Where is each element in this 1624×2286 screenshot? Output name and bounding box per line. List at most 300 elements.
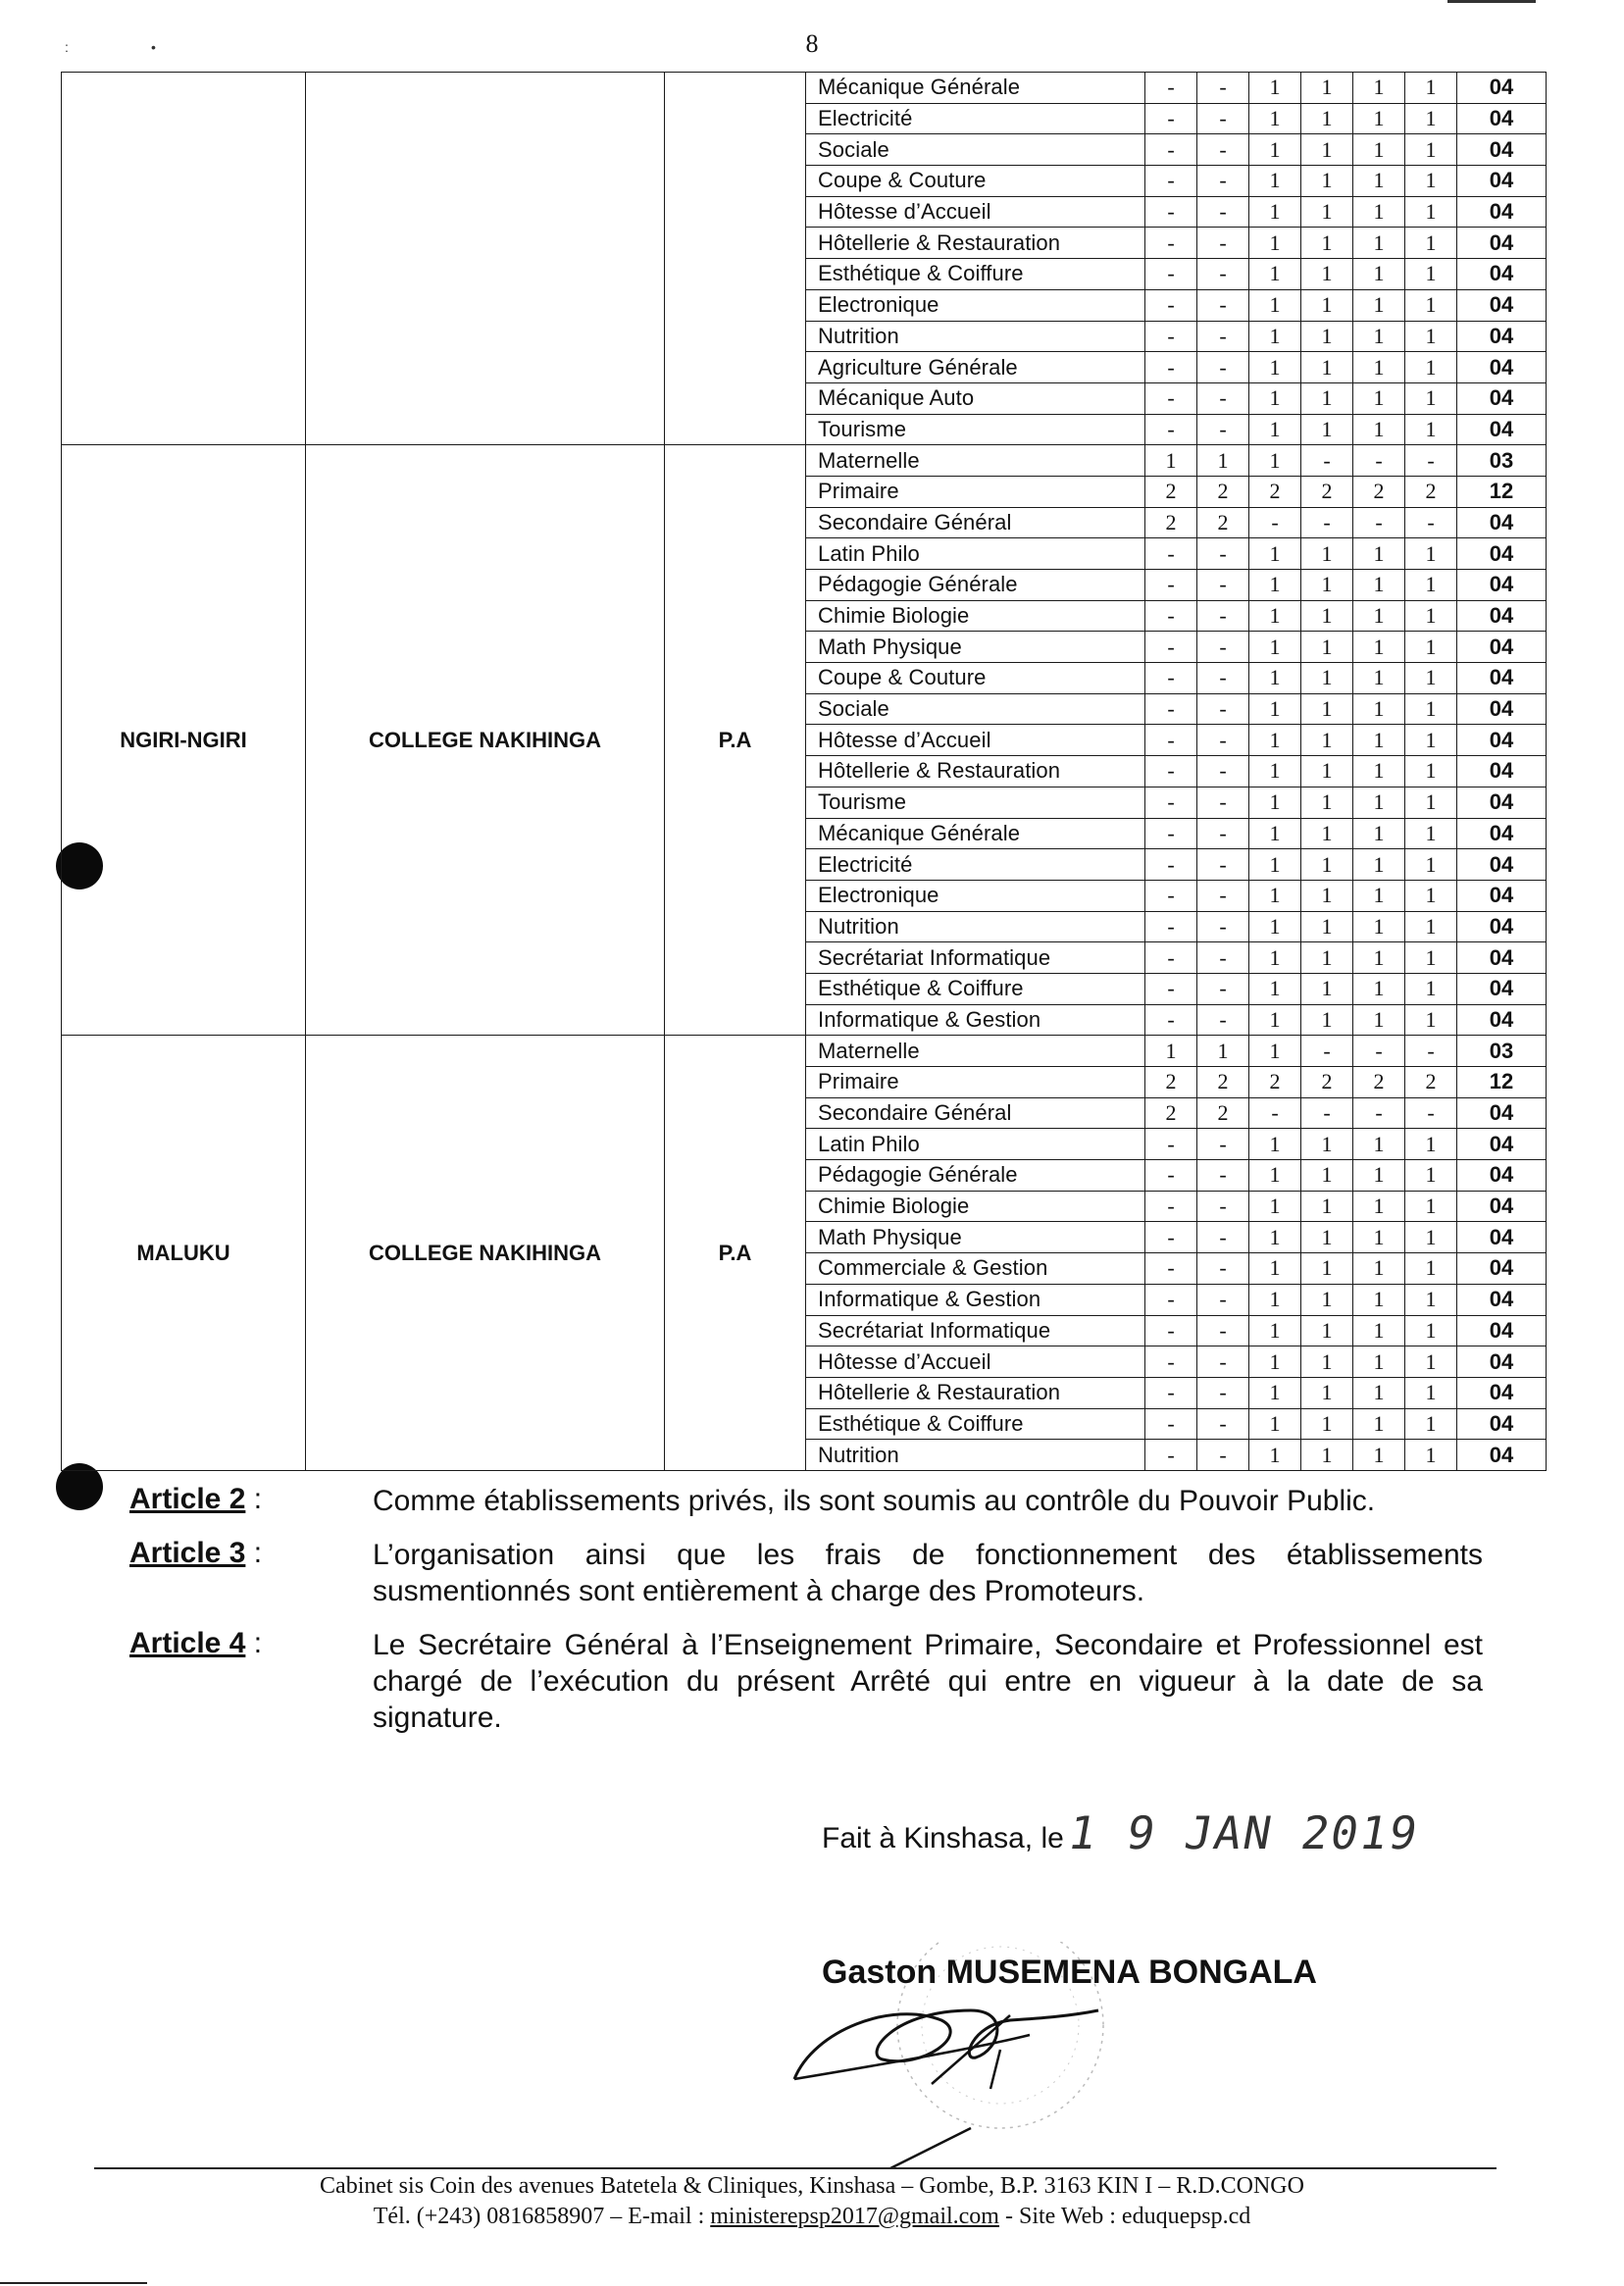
class-count-cell: 1	[1405, 1377, 1457, 1408]
class-count-cell: -	[1197, 1377, 1249, 1408]
subject-cell: Hôtesse d’Accueil	[806, 196, 1145, 228]
class-count-cell: -	[1197, 1004, 1249, 1036]
class-count-cell: 1	[1405, 818, 1457, 849]
class-count-cell: 1	[1249, 818, 1301, 849]
class-count-cell: -	[1145, 196, 1197, 228]
class-count-cell: 1	[1249, 880, 1301, 911]
total-cell: 04	[1457, 321, 1547, 352]
class-count-cell: 1	[1353, 414, 1405, 445]
class-count-cell: 1	[1353, 382, 1405, 414]
class-count-cell: 1	[1249, 787, 1301, 818]
article-text: Le Secrétaire Général à l’Enseignement Primaire, Secondaire et Professionnel est chargé de l’exécution du présent Arrêté qui entre en vigueur à la date de sa signature.	[373, 1629, 1483, 1734]
class-count-cell: -	[1197, 228, 1249, 259]
class-count-cell: 1	[1301, 818, 1353, 849]
class-count-cell: 1	[1405, 1129, 1457, 1160]
total-cell: 04	[1457, 228, 1547, 259]
class-count-cell: 1	[1301, 1440, 1353, 1471]
subject-cell: Hôtesse d’Accueil	[806, 1346, 1145, 1378]
class-count-cell: -	[1145, 1222, 1197, 1253]
class-count-cell: 1	[1249, 1191, 1301, 1222]
subject-cell: Pédagogie Générale	[806, 570, 1145, 601]
class-count-cell: -	[1197, 756, 1249, 787]
class-count-cell: 1	[1197, 1036, 1249, 1067]
class-count-cell: 1	[1353, 1253, 1405, 1285]
class-count-cell: 1	[1405, 414, 1457, 445]
class-count-cell: 1	[1353, 1346, 1405, 1378]
class-count-cell: 1	[1249, 570, 1301, 601]
class-count-cell: 1	[1249, 1377, 1301, 1408]
class-count-cell: 1	[1353, 73, 1405, 104]
subject-cell: Esthétique & Coiffure	[806, 973, 1145, 1004]
class-count-cell: 1	[1353, 942, 1405, 974]
subject-cell: Secrétariat Informatique	[806, 942, 1145, 974]
class-count-cell: 1	[1249, 382, 1301, 414]
class-count-cell: -	[1301, 445, 1353, 477]
total-cell: 04	[1457, 73, 1547, 104]
class-count-cell: 1	[1353, 352, 1405, 383]
class-count-cell: -	[1145, 1315, 1197, 1346]
subject-cell: Chimie Biologie	[806, 1191, 1145, 1222]
class-count-cell: 2	[1145, 476, 1197, 507]
total-cell: 04	[1457, 756, 1547, 787]
class-count-cell: 1	[1301, 1253, 1353, 1285]
class-count-cell: 1	[1249, 166, 1301, 197]
class-count-cell: 1	[1249, 1004, 1301, 1036]
scan-edge-mark	[1447, 0, 1536, 3]
class-count-cell: -	[1301, 507, 1353, 538]
class-count-cell: 1	[1301, 911, 1353, 942]
class-count-cell: -	[1405, 1097, 1457, 1129]
class-count-cell: 1	[1301, 1284, 1353, 1315]
class-count-cell: 1	[1353, 166, 1405, 197]
class-count-cell: 1	[1405, 289, 1457, 321]
class-count-cell: -	[1197, 942, 1249, 974]
total-cell: 04	[1457, 1408, 1547, 1440]
class-count-cell: 1	[1301, 1222, 1353, 1253]
class-count-cell: -	[1145, 693, 1197, 725]
subject-cell: Hôtellerie & Restauration	[806, 228, 1145, 259]
class-count-cell: 1	[1145, 445, 1197, 477]
class-count-cell: -	[1145, 1440, 1197, 1471]
class-count-cell: 1	[1301, 382, 1353, 414]
class-count-cell: -	[1145, 103, 1197, 134]
subject-cell: Maternelle	[806, 1036, 1145, 1067]
class-count-cell: 1	[1353, 103, 1405, 134]
class-count-cell: 1	[1405, 911, 1457, 942]
school-cell: COLLEGE NAKIHINGA	[306, 445, 665, 1036]
commune-cell: MALUKU	[62, 1036, 306, 1471]
class-count-cell: 1	[1405, 973, 1457, 1004]
class-count-cell: -	[1197, 134, 1249, 166]
class-count-cell: 1	[1405, 259, 1457, 290]
class-count-cell: 1	[1405, 134, 1457, 166]
class-count-cell: -	[1145, 382, 1197, 414]
table-row	[62, 1036, 1547, 1067]
class-count-cell: 1	[1405, 1222, 1457, 1253]
class-count-cell: 1	[1405, 1004, 1457, 1036]
total-cell: 04	[1457, 973, 1547, 1004]
subject-cell: Hôtellerie & Restauration	[806, 756, 1145, 787]
subject-cell: Secondaire Général	[806, 1097, 1145, 1129]
class-count-cell: 1	[1353, 880, 1405, 911]
total-cell: 04	[1457, 1191, 1547, 1222]
class-count-cell: -	[1197, 73, 1249, 104]
total-cell: 04	[1457, 570, 1547, 601]
class-count-cell: -	[1145, 538, 1197, 570]
total-cell: 04	[1457, 103, 1547, 134]
class-count-cell: -	[1145, 632, 1197, 663]
class-count-cell: 1	[1301, 600, 1353, 632]
class-count-cell: -	[1145, 414, 1197, 445]
class-count-cell: 1	[1405, 1160, 1457, 1192]
subject-cell: Primaire	[806, 1067, 1145, 1098]
class-count-cell: 1	[1249, 196, 1301, 228]
class-count-cell: -	[1197, 849, 1249, 881]
subject-cell: Agriculture Générale	[806, 352, 1145, 383]
class-count-cell: -	[1353, 1036, 1405, 1067]
class-count-cell: -	[1145, 134, 1197, 166]
class-count-cell: 1	[1405, 321, 1457, 352]
class-count-cell: 1	[1249, 600, 1301, 632]
subject-cell: Coupe & Couture	[806, 663, 1145, 694]
regime-cell: P.A	[665, 1036, 806, 1471]
total-cell: 04	[1457, 1346, 1547, 1378]
class-count-cell: 1	[1405, 73, 1457, 104]
total-cell: 04	[1457, 289, 1547, 321]
subject-cell: Nutrition	[806, 911, 1145, 942]
class-count-cell: 1	[1249, 289, 1301, 321]
total-cell: 04	[1457, 538, 1547, 570]
class-count-cell: 1	[1405, 663, 1457, 694]
class-count-cell: 1	[1249, 445, 1301, 477]
class-count-cell: 1	[1353, 693, 1405, 725]
regime-cell	[665, 73, 806, 445]
class-count-cell: -	[1405, 445, 1457, 477]
class-count-cell: 1	[1301, 1160, 1353, 1192]
class-count-cell: 1	[1353, 321, 1405, 352]
class-count-cell: 1	[1249, 942, 1301, 974]
class-count-cell: -	[1145, 849, 1197, 881]
subject-cell: Latin Philo	[806, 538, 1145, 570]
class-count-cell: 1	[1353, 600, 1405, 632]
class-count-cell: -	[1405, 1036, 1457, 1067]
class-count-cell: 1	[1249, 973, 1301, 1004]
class-count-cell: 1	[1405, 382, 1457, 414]
subject-cell: Esthétique & Coiffure	[806, 1408, 1145, 1440]
article-label: Article 4 :	[129, 1627, 263, 1659]
class-count-cell: 1	[1353, 289, 1405, 321]
class-count-cell: 1	[1301, 166, 1353, 197]
class-count-cell: 2	[1249, 1067, 1301, 1098]
class-count-cell: 1	[1249, 538, 1301, 570]
class-count-cell: 1	[1405, 600, 1457, 632]
subject-cell: Informatique & Gestion	[806, 1004, 1145, 1036]
class-count-cell: -	[1145, 973, 1197, 1004]
class-count-cell: 1	[1249, 1284, 1301, 1315]
subject-cell: Nutrition	[806, 321, 1145, 352]
subject-cell: Electronique	[806, 289, 1145, 321]
class-count-cell: 1	[1249, 756, 1301, 787]
class-count-cell: -	[1197, 352, 1249, 383]
article-text: Comme établissements privés, ils sont soumis au contrôle du Pouvoir Public.	[373, 1485, 1376, 1517]
subject-cell: Electricité	[806, 103, 1145, 134]
class-count-cell: -	[1145, 600, 1197, 632]
class-count-cell: -	[1145, 289, 1197, 321]
subject-cell: Pédagogie Générale	[806, 1160, 1145, 1192]
class-count-cell: 1	[1301, 414, 1353, 445]
class-count-cell: 1	[1249, 693, 1301, 725]
class-count-cell: 1	[1353, 1160, 1405, 1192]
class-count-cell: 1	[1301, 756, 1353, 787]
class-count-cell: 1	[1301, 289, 1353, 321]
class-count-cell: 1	[1353, 538, 1405, 570]
class-count-cell: -	[1197, 818, 1249, 849]
subject-cell: Math Physique	[806, 1222, 1145, 1253]
class-count-cell: 1	[1301, 570, 1353, 601]
class-count-cell: -	[1145, 725, 1197, 756]
class-count-cell: -	[1197, 1222, 1249, 1253]
class-count-cell: -	[1145, 1253, 1197, 1285]
total-cell: 04	[1457, 911, 1547, 942]
class-count-cell: 1	[1353, 911, 1405, 942]
total-cell: 03	[1457, 445, 1547, 477]
total-cell: 04	[1457, 1284, 1547, 1315]
total-cell: 04	[1457, 942, 1547, 974]
class-count-cell: 1	[1249, 103, 1301, 134]
class-count-cell: 1	[1249, 1036, 1301, 1067]
class-count-cell: -	[1145, 1377, 1197, 1408]
class-count-cell: -	[1145, 1346, 1197, 1378]
class-count-cell: 1	[1405, 942, 1457, 974]
class-count-cell: 1	[1405, 1346, 1457, 1378]
class-count-cell: 1	[1405, 725, 1457, 756]
class-count-cell: 1	[1249, 73, 1301, 104]
article-3	[129, 1537, 1483, 1609]
class-count-cell: -	[1197, 600, 1249, 632]
class-count-cell: 1	[1405, 1253, 1457, 1285]
scan-speck: :	[65, 39, 69, 55]
signatory-name: Gaston MUSEMENA BONGALA	[822, 1954, 1317, 1991]
subject-cell: Tourisme	[806, 787, 1145, 818]
class-count-cell: 1	[1301, 787, 1353, 818]
total-cell: 03	[1457, 1036, 1547, 1067]
total-cell: 04	[1457, 1004, 1547, 1036]
class-count-cell: 1	[1405, 538, 1457, 570]
class-count-cell: 1	[1353, 756, 1405, 787]
class-count-cell: -	[1197, 1346, 1249, 1378]
date-stamp: 1 9 JAN 2019	[1064, 1806, 1424, 1859]
class-count-cell: 1	[1249, 321, 1301, 352]
class-count-cell: 1	[1405, 570, 1457, 601]
class-count-cell: 2	[1353, 476, 1405, 507]
class-count-cell: 1	[1353, 1284, 1405, 1315]
class-count-cell: 1	[1145, 1036, 1197, 1067]
class-count-cell: -	[1197, 1191, 1249, 1222]
class-count-cell: 1	[1353, 818, 1405, 849]
class-count-cell: 2	[1353, 1067, 1405, 1098]
class-count-cell: 1	[1405, 632, 1457, 663]
subject-cell: Math Physique	[806, 632, 1145, 663]
class-count-cell: 1	[1249, 1222, 1301, 1253]
footer-email-link[interactable]: ministerepsp2017@gmail.com	[710, 2204, 999, 2229]
class-count-cell: -	[1197, 570, 1249, 601]
footer-address: Cabinet sis Coin des avenues Batetela & Cliniques, Kinshasa – Gombe, B.P. 3163 KIN I – R.D.CONGO	[320, 2173, 1304, 2199]
class-count-cell: 1	[1405, 849, 1457, 881]
class-count-cell: 1	[1301, 259, 1353, 290]
scan-speck: •	[151, 39, 156, 55]
class-count-cell: 1	[1249, 1408, 1301, 1440]
table-row	[62, 445, 1547, 477]
class-count-cell: 2	[1405, 476, 1457, 507]
class-count-cell: 1	[1197, 445, 1249, 477]
class-count-cell: 1	[1353, 1222, 1405, 1253]
class-count-cell: 1	[1301, 1191, 1353, 1222]
class-count-cell: 1	[1405, 787, 1457, 818]
class-count-cell: 1	[1249, 632, 1301, 663]
class-count-cell: 1	[1301, 1315, 1353, 1346]
class-count-cell: -	[1197, 259, 1249, 290]
class-count-cell: -	[1249, 1097, 1301, 1129]
class-count-cell: -	[1145, 1408, 1197, 1440]
class-count-cell: -	[1197, 382, 1249, 414]
total-cell: 04	[1457, 663, 1547, 694]
class-count-cell: 1	[1405, 693, 1457, 725]
class-count-cell: -	[1197, 725, 1249, 756]
class-count-cell: -	[1301, 1097, 1353, 1129]
class-count-cell: 1	[1405, 1191, 1457, 1222]
commune-cell: NGIRI-NGIRI	[62, 445, 306, 1036]
class-count-cell: -	[1197, 289, 1249, 321]
schools-options-table	[61, 72, 1547, 1471]
class-count-cell: -	[1145, 228, 1197, 259]
total-cell: 04	[1457, 1253, 1547, 1285]
class-count-cell: -	[1197, 1160, 1249, 1192]
class-count-cell: 2	[1145, 1067, 1197, 1098]
subject-cell: Secondaire Général	[806, 507, 1145, 538]
footer	[0, 2171, 1624, 2232]
class-count-cell: 1	[1301, 849, 1353, 881]
class-count-cell: -	[1197, 880, 1249, 911]
class-count-cell: 1	[1353, 1191, 1405, 1222]
class-count-cell: 1	[1301, 1408, 1353, 1440]
class-count-cell: 1	[1353, 570, 1405, 601]
class-count-cell: 1	[1301, 134, 1353, 166]
class-count-cell: -	[1197, 196, 1249, 228]
class-count-cell: -	[1197, 321, 1249, 352]
class-count-cell: 1	[1353, 196, 1405, 228]
class-count-cell: 1	[1301, 538, 1353, 570]
class-count-cell: 1	[1353, 1129, 1405, 1160]
class-count-cell: 2	[1301, 1067, 1353, 1098]
class-count-cell: 1	[1249, 228, 1301, 259]
subject-cell: Hôtesse d’Accueil	[806, 725, 1145, 756]
class-count-cell: 1	[1405, 352, 1457, 383]
class-count-cell: 1	[1405, 1440, 1457, 1471]
class-count-cell: -	[1145, 1129, 1197, 1160]
class-count-cell: 1	[1353, 1004, 1405, 1036]
article-2	[129, 1483, 1483, 1519]
class-count-cell: -	[1197, 632, 1249, 663]
total-cell: 04	[1457, 507, 1547, 538]
class-count-cell: -	[1145, 663, 1197, 694]
class-count-cell: 1	[1301, 725, 1353, 756]
class-count-cell: 1	[1301, 321, 1353, 352]
school-cell: COLLEGE NAKIHINGA	[306, 1036, 665, 1471]
class-count-cell: -	[1145, 818, 1197, 849]
total-cell: 04	[1457, 1129, 1547, 1160]
class-count-cell: 1	[1249, 1346, 1301, 1378]
class-count-cell: -	[1145, 73, 1197, 104]
school-cell	[306, 73, 665, 445]
total-cell: 04	[1457, 632, 1547, 663]
subject-cell: Secrétariat Informatique	[806, 1315, 1145, 1346]
total-cell: 04	[1457, 693, 1547, 725]
total-cell: 04	[1457, 196, 1547, 228]
class-count-cell: -	[1197, 787, 1249, 818]
class-count-cell: 1	[1249, 259, 1301, 290]
class-count-cell: 1	[1405, 1408, 1457, 1440]
class-count-cell: 1	[1249, 1315, 1301, 1346]
class-count-cell: 1	[1353, 849, 1405, 881]
class-count-cell: -	[1197, 663, 1249, 694]
class-count-cell: -	[1197, 973, 1249, 1004]
class-count-cell: 1	[1353, 973, 1405, 1004]
class-count-cell: -	[1197, 1129, 1249, 1160]
class-count-cell: 1	[1301, 632, 1353, 663]
subject-cell: Electricité	[806, 849, 1145, 881]
class-count-cell: -	[1145, 1160, 1197, 1192]
class-count-cell: 1	[1405, 756, 1457, 787]
total-cell: 04	[1457, 414, 1547, 445]
place-and-date: Fait à Kinshasa, le	[822, 1822, 1064, 1854]
class-count-cell: -	[1301, 1036, 1353, 1067]
subject-cell: Sociale	[806, 693, 1145, 725]
class-count-cell: 1	[1301, 228, 1353, 259]
class-count-cell: 1	[1249, 725, 1301, 756]
article-text: L’organisation ainsi que les frais de fonctionnement des établissements susmentionnés sont entièrement à charge des Promoteurs.	[373, 1539, 1483, 1607]
class-count-cell: -	[1145, 756, 1197, 787]
class-count-cell: 1	[1405, 880, 1457, 911]
class-count-cell: 1	[1301, 1129, 1353, 1160]
class-count-cell: 1	[1353, 1408, 1405, 1440]
class-count-cell: 1	[1301, 880, 1353, 911]
class-count-cell: 1	[1301, 1346, 1353, 1378]
class-count-cell: -	[1197, 693, 1249, 725]
class-count-cell: 1	[1301, 942, 1353, 974]
class-count-cell: 1	[1353, 787, 1405, 818]
subject-cell: Mécanique Auto	[806, 382, 1145, 414]
class-count-cell: 2	[1405, 1067, 1457, 1098]
subject-cell: Mécanique Générale	[806, 73, 1145, 104]
class-count-cell: 1	[1405, 166, 1457, 197]
total-cell: 12	[1457, 1067, 1547, 1098]
total-cell: 04	[1457, 382, 1547, 414]
class-count-cell: 1	[1301, 73, 1353, 104]
class-count-cell: -	[1145, 880, 1197, 911]
class-count-cell: -	[1353, 507, 1405, 538]
total-cell: 04	[1457, 1222, 1547, 1253]
footer-contact: Tél. (+243) 0816858907 – E-mail : ministerepsp2017@gmail.com - Site Web : eduquepsp.cd	[373, 2204, 1251, 2229]
total-cell: 12	[1457, 476, 1547, 507]
class-count-cell: -	[1197, 538, 1249, 570]
total-cell: 04	[1457, 849, 1547, 881]
class-count-cell: -	[1197, 1408, 1249, 1440]
total-cell: 04	[1457, 818, 1547, 849]
article-label: Article 3 :	[129, 1537, 263, 1569]
class-count-cell: 1	[1249, 414, 1301, 445]
total-cell: 04	[1457, 1440, 1547, 1471]
class-count-cell: 1	[1353, 1377, 1405, 1408]
